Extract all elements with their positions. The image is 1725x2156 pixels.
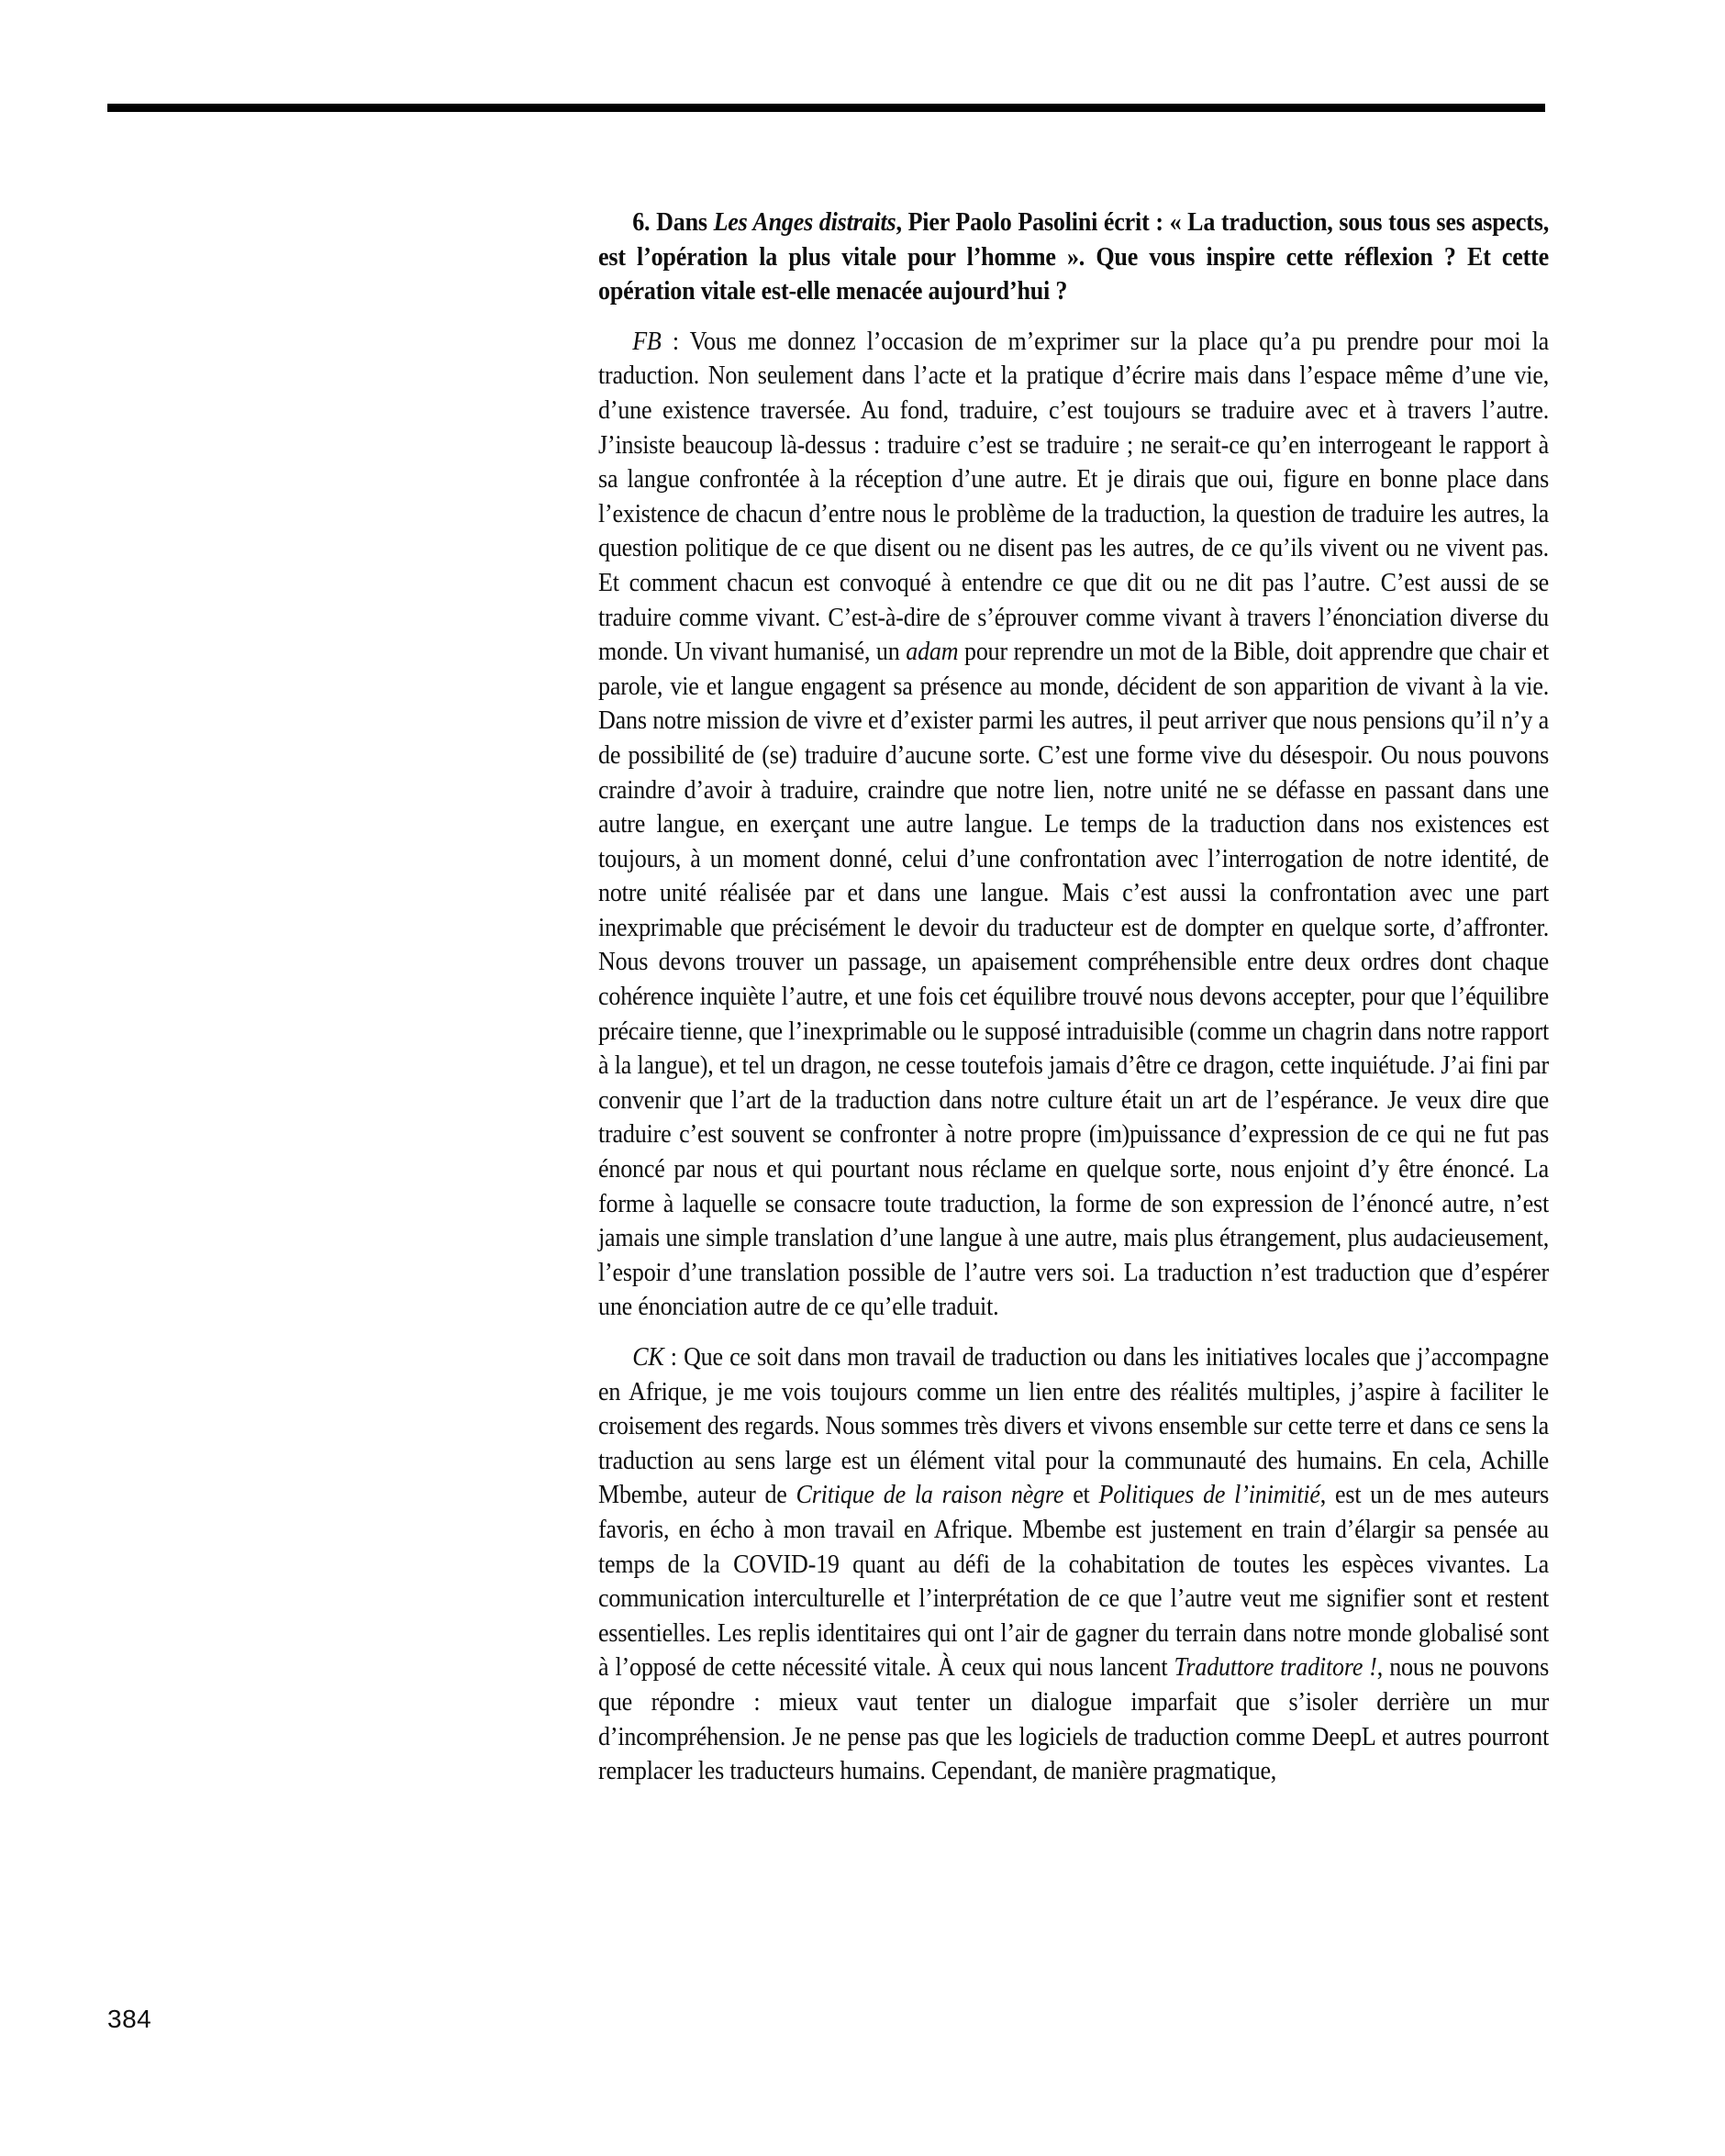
text-run: 6. Dans <box>632 208 714 237</box>
text-run: , Pier Paolo Pasolini écrit : « La traduction, sous tous ses aspects, est l’opération la plus vitale pour l’homme ». Que vous inspire cette réflexion ? Et cette opération vitale est-elle menacée aujourd’hui ? <box>598 208 1550 306</box>
italic-run: FB <box>632 327 662 356</box>
text-run: , est un de mes auteurs favoris, en écho à mon travail en Afrique. Mbembe est justement en train d’élargir sa pensée au temps de la COVID-19 quant au défi de la cohabitation de toutes les espèces vivantes. La communication interculturelle et l’interprétation de ce que l’autre veut me signifier sont et restent essentielles. Les replis identitaires qui ont l’air de gagner du terrain dans notre monde globalisé sont à l’opposé de cette nécessité vitale. À ceux qui nous lancent <box>598 1481 1550 1683</box>
question-6 <box>598 206 1549 309</box>
text-run: , nous ne pouvons que répondre : mieux vaut tenter un dialogue imparfait que s’isoler derrière un mur d’incompréhension. Je ne pense pas que les logiciels de traduction comme DeepL et autres pourront remplacer les traducteurs humains. Cependant, de manière pragmatique, <box>598 1653 1550 1786</box>
top-rule <box>107 104 1545 112</box>
body-text <box>598 206 1549 1805</box>
italic-run: Traduttore traditore ! <box>1174 1653 1377 1683</box>
text-run: : Vous me donnez l’occasion de m’exprimer sur la place qu’a pu prendre pour moi la traduction. Non seulement dans l’acte et la pratique d’écrire mais dans l’espace même d’une vie, d’une existence traversée. Au fond, traduire, c’est toujours se traduire avec et à travers l’autre. J’insiste beaucoup là-dessus : traduire c’est se traduire ; ne serait-ce qu’en interrogeant le rapport à sa langue confrontée à la réception d’une autre. Et je dirais que oui, figure en bonne place dans l’existence de chacun d’entre nous le problème de la traduction, la question de traduire les autres, la question politique de ce que disent ou ne disent pas les autres, de ce qu’ils vivent ou ne vivent pas. Et comment chacun est convoqué à entendre ce que dit ou ne dit pas l’autre. C’est aussi de se traduire comme vivant. C’est-à-dire de s’éprouver comme vivant à travers l’énonciation diverse du monde. Un vivant humanisé, un <box>598 327 1550 667</box>
italic-run: Critique de la raison nègre <box>796 1481 1064 1510</box>
page-number: 384 <box>107 2005 152 2033</box>
italic-run: Politiques de l’inimitié <box>1098 1481 1320 1510</box>
italic-run: adam <box>906 638 959 667</box>
answer-fb <box>598 325 1549 1325</box>
text-run: et <box>1063 1481 1099 1510</box>
italic-run: CK <box>632 1343 664 1372</box>
text-run: : Que ce soit dans mon travail de traduction ou dans les initiatives locales que j’accompagne en Afrique, je me vois toujours comme un lien entre des réalités multiples, j’aspire à faciliter le croisement des regards. Nous sommes très divers et vivons ensemble sur cette terre et dans ce sens la traduction au sens large est un élément vital pour la communauté des humains. En cela, Achille Mbembe, auteur de <box>598 1343 1550 1510</box>
text-run: pour reprendre un mot de la Bible, doit apprendre que chair et parole, vie et langue engagent sa présence au monde, décident de son apparition de vivant à la vie. Dans notre mission de vivre et d’exister parmi les autres, il peut arriver que nous pensions qu’il n’y a de possibilité de (se) traduire d’aucune sorte. C’est une forme vive du désespoir. Ou nous pouvons craindre d’avoir à traduire, craindre que notre lien, notre unité ne se défasse en passant dans une autre langue, en exerçant une autre langue. Le temps de la traduction dans nos existences est toujours, à un moment donné, celui d’une confrontation avec l’interrogation de notre identité, de notre unité réalisée par et dans une langue. Mais c’est aussi la confrontation avec une part inexprimable que précisément le devoir du traducteur est de dompter en quelque sorte, d’affronter. Nous devons trouver un passage, un apaisement compréhensible entre deux ordres dont chaque cohérence inquiète l’autre, et une fois cet équilibre trouvé nous devons accepter, pour que l’équilibre précaire tienne, que l’inexprimable ou le supposé intraduisible (comme un chagrin dans notre rapport à la langue), et tel un dragon, ne cesse toutefois jamais d’être ce dragon, cette inquiétude. J’ai fini par convenir que l’art de la traduction dans notre culture était un art de l’espérance. Je veux dire que traduire c’est souvent se confronter à notre propre (im)puissance d’expression de ce qui ne fut pas énoncé par nous et qui pourtant nous réclame en quelque sorte, nous enjoint d’y être énoncé. La forme à laquelle se consacre toute traduction, la forme de son expression de l’énoncé autre, n’est jamais une simple translation d’une langue à une autre, mais plus étrangement, plus audacieusement, l’espoir d’une translation possible de l’autre vers soi. La traduction n’est traduction que d’espérer une énonciation autre de ce qu’elle traduit. <box>598 638 1550 1322</box>
answer-ck <box>598 1340 1549 1789</box>
italic-run: Les Anges distraits <box>713 208 896 237</box>
